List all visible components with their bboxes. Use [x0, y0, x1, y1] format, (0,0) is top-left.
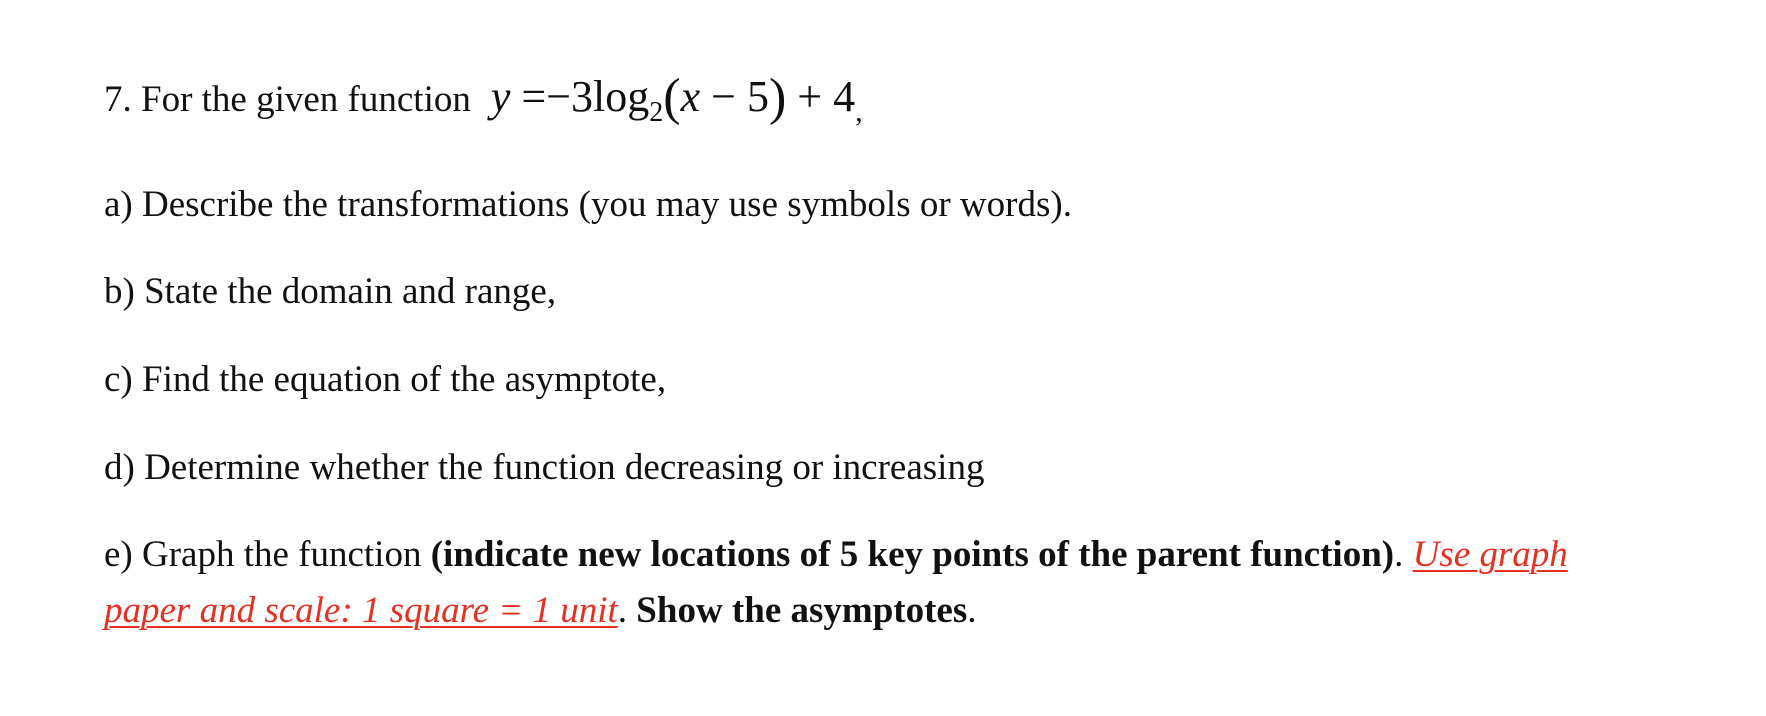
formula-y: y — [490, 72, 511, 121]
item-d: d) Determine whether the function decreasing or increasing — [104, 447, 985, 488]
formula-close-paren: ) — [768, 69, 787, 126]
item-b: b) State the domain and range, — [104, 271, 557, 312]
item-e-prefix: e) Graph the function — [104, 534, 431, 575]
formula-open-paren: ( — [663, 69, 681, 126]
formula-inner: − 5 — [700, 72, 769, 121]
item-e-period-2: . — [617, 590, 628, 631]
item-e-bold-instruction: (indicate new locations of 5 key points of the parent function) — [430, 534, 1395, 575]
formula-coefficient-log: −3log — [546, 72, 650, 121]
formula-log-base: 2 — [649, 97, 664, 128]
item-e-period-1: . — [1394, 534, 1413, 575]
graph-paper-link-part-2[interactable]: paper and scale: 1 square = 1 unit — [104, 590, 618, 631]
item-a: a) Describe the transformations (you may use symbols or words). — [104, 184, 1072, 225]
item-e-line-2 — [104, 592, 977, 629]
item-e-period-3: . — [967, 590, 977, 631]
question-intro: 7. For the given function — [104, 79, 471, 120]
formula-tail: + 4 — [786, 72, 856, 121]
item-e-line-1 — [104, 536, 1568, 573]
show-asymptotes-instruction: Show the asymptotes — [627, 590, 968, 631]
graph-paper-link-part-1[interactable]: Use graph — [1412, 534, 1568, 575]
question-title — [104, 69, 863, 128]
function-formula — [490, 69, 863, 128]
formula-equals: = — [521, 72, 547, 121]
item-c: c) Find the equation of the asymptote, — [104, 359, 667, 400]
formula-comma: , — [855, 95, 863, 128]
formula-x: x — [680, 72, 701, 121]
